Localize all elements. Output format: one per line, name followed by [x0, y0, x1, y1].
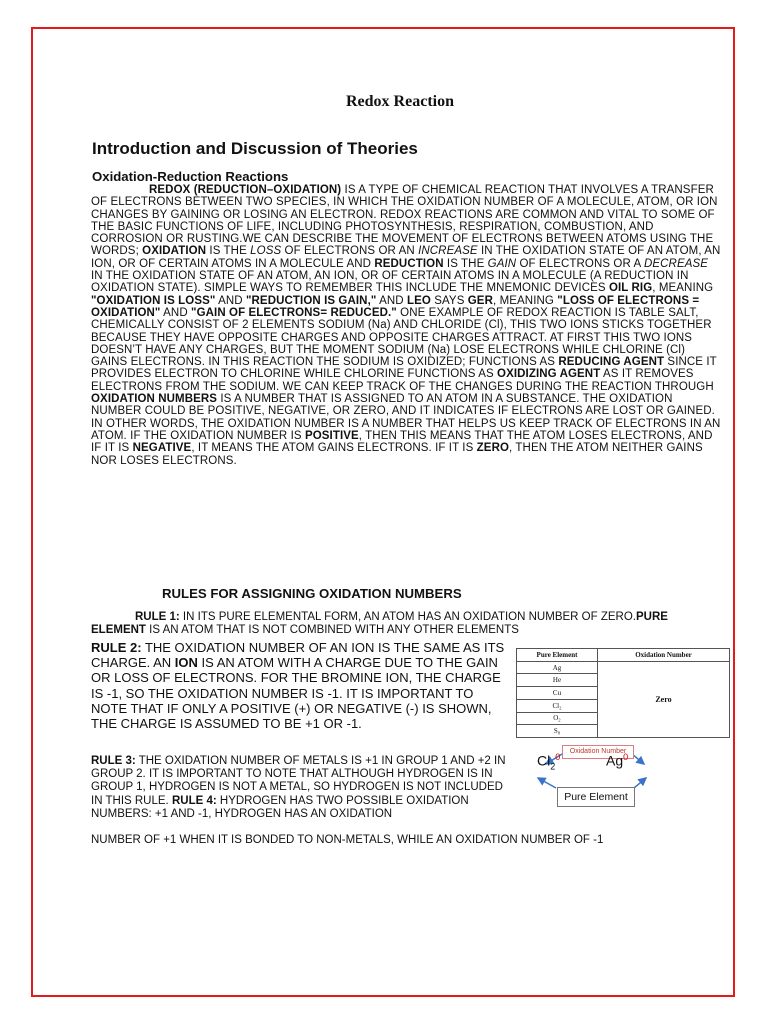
- text-bold: LEO: [406, 294, 431, 307]
- table-cell: Cl₂: [517, 699, 598, 712]
- text: OF ELECTRONS OR A: [516, 257, 644, 270]
- text-bold: "LOSS OF ELECTRONS = OXIDATION": [91, 294, 700, 319]
- text-bold: "GAIN OF ELECTRONS= REDUCED.": [191, 306, 397, 319]
- text: IS A TYPE OF CHEMICAL REACTION THAT INVOLVES A TRANSFER OF ELECTRONS BETWEEN TWO SPECIES, IN WHICH THE OXIDATION NUMBER OF A MOLECULE, ATOM, OR ION CHANGES BY GAINING OR LOSING AN ELECTRON. REDOX REACTIONS ARE COMMON AND VITAL TO SOME OF THE BASIC FUNCTIONS OF LIFE, INCLUDING PHOTOSYNTHESIS, RESPIRATION, COMBUSTION, AND CORROSION OR RUSTING.WE CAN DESCRIBE THE MOVEMENT OF ELECTRONS BETWEEN ATOMS USING THE WORDS;: [91, 184, 718, 258]
- text: IS AN ATOM THAT IS NOT COMBINED WITH ANY OTHER ELEMENTS: [145, 624, 519, 636]
- section-heading: Introduction and Discussion of Theories: [92, 139, 418, 158]
- text: SINCE IT PROVIDES ELECTRON TO CHLORINE WHILE CHLORINE FUNCTIONS AS: [91, 356, 717, 381]
- oxidation-number-label: Oxidation Number: [562, 745, 634, 759]
- subsection-heading: Oxidation-Reduction Reactions: [92, 169, 289, 184]
- text: IS A NUMBER THAT IS ASSIGNED TO AN ATOM IN A SUBSTANCE. THE OXIDATION NUMBER COULD BE POSITIVE, NEGATIVE, OR ZERO, AND IT INDICATES IF ELECTRONS ARE LOST OR GAINED. IN OTHER WORDS, THE OXIDATION NUMBER IS A NUMBER THAT HELPS US KEEP TRACK OF ELECTRONS IN AN ATOM. IF THE OXIDATION NUMBER IS: [91, 393, 721, 442]
- table-cell: Ag: [517, 661, 598, 674]
- text: , THEN THE ATOM NEITHER GAINS NOR LOSES ELECTRONS.: [91, 442, 703, 467]
- arrow: [538, 778, 556, 788]
- text-bold: "REDUCTION IS GAIN,": [245, 294, 377, 307]
- table-header: Pure Element: [517, 649, 598, 662]
- text-bold: OXIDATION: [142, 245, 207, 258]
- text-bold: REDUCTION: [374, 257, 444, 270]
- text: AS IT REMOVES ELECTRONS FROM THE SODIUM. WE CAN KEEP TRACK OF THE CHANGES DURING THE REACTION THROUGH: [91, 368, 714, 393]
- text-italic: GAIN: [487, 257, 517, 270]
- rule-3-and-4: [91, 755, 511, 821]
- table-cell: Cu: [517, 687, 598, 700]
- text: IS THE: [206, 245, 251, 258]
- text-bold: OXIDIZING AGENT: [497, 368, 601, 381]
- text: SAYS: [430, 294, 468, 307]
- text: OF ELECTRONS OR AN: [281, 245, 419, 258]
- text-bold: GER: [467, 294, 493, 307]
- text-italic: DECREASE: [643, 257, 709, 270]
- text: IN THE OXIDATION STATE OF AN ATOM, AN ION, OR OF CERTAIN ATOMS IN A MOLECULE AND: [91, 245, 721, 270]
- text-bold: ION: [174, 655, 198, 671]
- text: , IT MEANS THE ATOM GAINS ELECTRONS. IF IT IS: [191, 442, 477, 455]
- silver-label: Ag$^0$: [606, 752, 629, 769]
- pure-element-label: Pure Element: [557, 787, 635, 807]
- text: IN ITS PURE ELEMENTAL FORM, AN ATOM HAS AN OXIDATION NUMBER OF ZERO.: [179, 611, 636, 623]
- table-cell-zero: Zero: [598, 661, 730, 737]
- text: AND: [160, 306, 192, 319]
- text: AND: [376, 294, 407, 307]
- text: IS AN ATOM WITH A CHARGE DUE TO THE GAIN OR LOSS OF ELECTRONS. FOR THE BROMINE ION, THE CHARGE IS -1, SO THE OXIDATION NUMBER IS -1. IT IS IMPORTANT TO NOTE THAT IF ONLY A POSITIVE (+) OR NEGATIVE (-) IS SHOWN, THE CHARGE IS ASSUMED TO BE +1 OR -1.: [91, 655, 501, 732]
- text: HYDROGEN HAS TWO POSSIBLE OXIDATION NUMBERS: +1 AND -1, HYDROGEN HAS AN OXIDATION: [91, 794, 469, 820]
- table-cell: O₂: [517, 712, 598, 725]
- text: , THEN THIS MEANS THAT THE ATOM LOSES ELECTRONS, AND IF IT IS: [91, 429, 713, 455]
- text-bold: REDOX (REDUCTION–OXIDATION): [149, 184, 342, 196]
- text: , MEANING: [652, 282, 714, 295]
- text: ONE EXAMPLE OF REDOX REACTION IS TABLE SALT, CHEMICALLY CONSIST OF 2 ELEMENTS SODIUM (Na) AND CHLORIDE (Cl), THIS TWO IONS STICKS TOGETHER BECAUSE THEY HAVE OPPOSITE CHARGES AND OPPOSITE CHARGES ATTRACT. AT FIRST THIS TWO IONS DOESN’T HAVE ANY CHARGES, BUT THE MOMENT SODIUM (Na) LOSE ELECTRONS WHILE CHLORINE (Cl) GAINS ELECTRONS. IN THIS REACTION THE SODIUM IS OXIDIZED; FUNCTIONS AS: [91, 306, 712, 369]
- text: THE OXIDATION NUMBER OF AN ION IS THE SAME AS ITS CHARGE. AN: [91, 640, 505, 671]
- text: THE OXIDATION NUMBER OF METALS IS +1 IN GROUP 1 AND +2 IN GROUP 2. IT IS IMPORTANT TO NOTE THAT ALTHOUGH HYDROGEN IS IN GROUP 1, HYDROGEN IS NOT A METAL, SO HYDROGEN IS NOT INCLUDED IN THIS RULE.: [91, 755, 506, 807]
- rules-heading: RULES FOR ASSIGNING OXIDATION NUMBERS: [162, 586, 462, 601]
- text-italic: INCREASE: [418, 245, 478, 258]
- text-italic: LOSS: [250, 245, 282, 258]
- intro-paragraph: [91, 184, 721, 467]
- rule-label: RULE 4:: [171, 794, 217, 807]
- text: IS THE: [443, 257, 488, 270]
- table-row: [517, 661, 730, 674]
- pure-element-table: [516, 648, 730, 738]
- text-bold: OXIDATION NUMBERS: [91, 393, 218, 406]
- text-bold: ZERO: [476, 442, 510, 455]
- chlorine-label: $Cl_2^0$: [537, 752, 561, 772]
- text: IN THE OXIDATION STATE OF AN ATOM, AN ION, OR OF CERTAIN ATOMS IN A MOLECULE (A REDUCTION IN OXIDATION STATE). SIMPLE WAYS TO REMEMBER THIS INCLUDE THE MNEMONIC DEVICES: [91, 270, 689, 295]
- rule-4-continued: NUMBER OF +1 WHEN IT IS BONDED TO NON-METALS, WHILE AN OXIDATION NUMBER OF -1: [91, 834, 604, 846]
- text-bold: PURE ELEMENT: [91, 611, 668, 636]
- table-header-row: [517, 649, 730, 662]
- document-title: Redox Reaction: [346, 93, 454, 110]
- text-bold: POSITIVE: [304, 429, 359, 442]
- arrow: [634, 778, 646, 788]
- rule-label: RULE 2:: [91, 640, 142, 655]
- rule-1: [91, 611, 721, 637]
- table-cell: S₈: [517, 725, 598, 738]
- text-bold: "OXIDATION IS LOSS": [91, 294, 216, 307]
- text-bold: NEGATIVE: [132, 442, 192, 455]
- text-bold: REDUCING AGENT: [558, 356, 665, 369]
- table-cell: He: [517, 674, 598, 687]
- text: , MEANING: [493, 294, 558, 307]
- text: AND: [215, 294, 246, 307]
- rule-label: RULE 1:: [135, 611, 180, 623]
- rule-label: RULE 3:: [91, 755, 136, 767]
- table-header: Oxidation Number: [598, 649, 730, 662]
- text-bold: OIL RIG: [608, 282, 653, 295]
- rule-2: [91, 640, 511, 731]
